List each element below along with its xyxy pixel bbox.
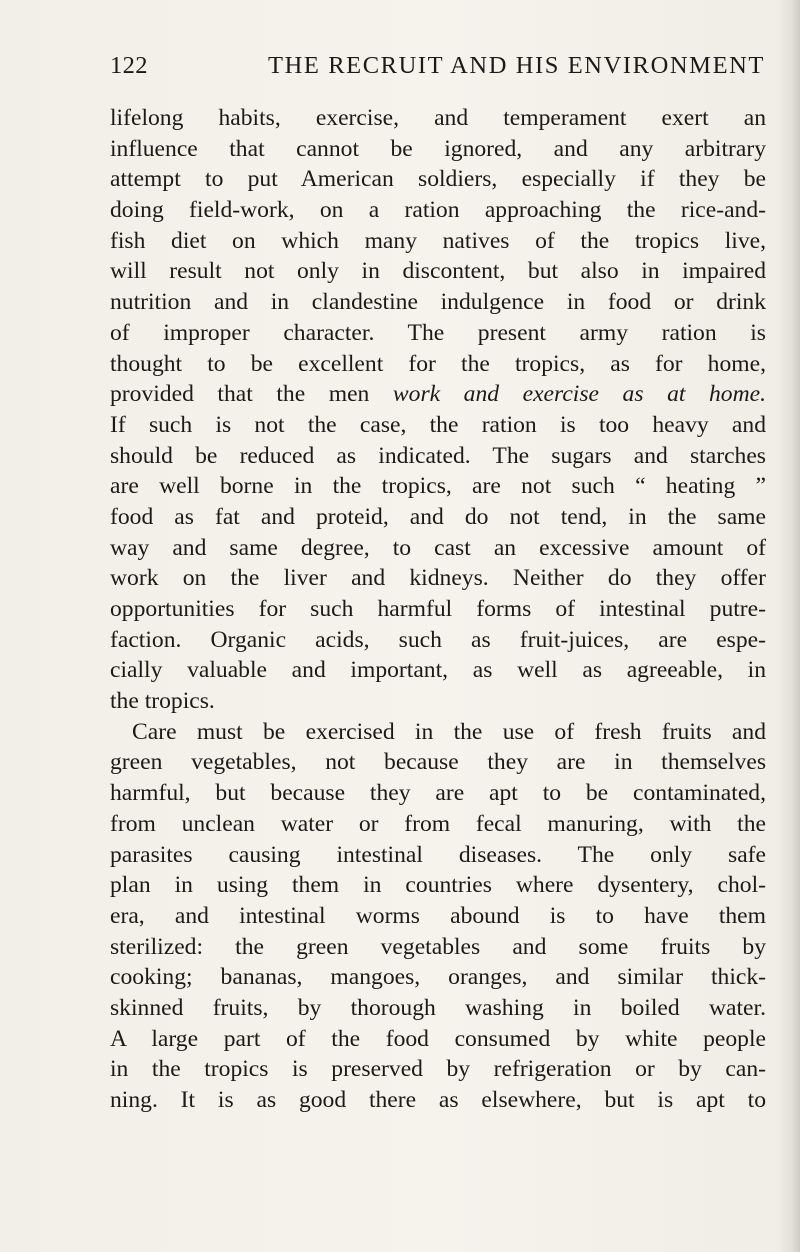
- text-line: green vegetables, not because they are in themselves: [110, 749, 766, 776]
- italic-emphasis: work and exercise as at home.: [392, 381, 767, 408]
- text-line: attempt to put American soldiers, especially if they be: [110, 166, 766, 193]
- page-edge-shadow: [778, 0, 800, 1252]
- text-line: opportunities for such harmful forms of intestinal putre-: [110, 596, 766, 622]
- text-line: era, and intestinal worms abound is to have them: [110, 902, 766, 929]
- text-line: thought to be excellent for the tropics, as for home,: [110, 350, 766, 377]
- text-line: in the tropics is preserved by refrigeration or by can-: [110, 1056, 766, 1083]
- text-line: will result not only in discontent, but also in impaired: [110, 258, 766, 285]
- text-line: lifelong habits, exercise, and temperament exert an: [110, 105, 766, 131]
- text-line: A large part of the food consumed by white people: [110, 1025, 766, 1052]
- running-title: THE RECRUIT AND HIS ENVIRONMENT: [268, 52, 765, 79]
- text-line: fish diet on which many natives of the tropics live,: [110, 227, 766, 254]
- text-line: plan in using them in countries where dysentery, chol-: [110, 872, 766, 899]
- text-line: sterilized: the green vegetables and some fruits by: [110, 933, 766, 960]
- text-line: are well borne in the tropics, are not such “ heating ”: [110, 473, 766, 500]
- text-line: way and same degree, to cast an excessive amount of: [110, 534, 766, 561]
- text-line: harmful, but because they are apt to be contaminated,: [110, 780, 766, 807]
- text-line: influence that cannot be ignored, and any arbitrary: [110, 135, 766, 162]
- text-segment: provided that the men: [110, 381, 370, 408]
- text-line: faction. Organic acids, such as fruit-juices, are espe-: [110, 626, 766, 653]
- text-line: doing field-work, on a ration approaching the rice-and-: [110, 197, 766, 224]
- text-line: of improper character. The present army ration is: [110, 319, 766, 346]
- text-line: cially valuable and important, as well as agreeable, in: [110, 657, 766, 684]
- body-text: [110, 103, 766, 1116]
- text-line: skinned fruits, by thorough washing in boiled water.: [110, 994, 766, 1021]
- text-line: food as fat and proteid, and do not tend, in the same: [110, 503, 766, 530]
- text-line: cooking; bananas, mangoes, oranges, and similar thick-: [110, 964, 766, 991]
- page-number: 122: [110, 52, 148, 79]
- text-line: should be reduced as indicated. The sugars and starches: [110, 442, 766, 469]
- text-line: Care must be exercised in the use of fresh fruits and: [132, 718, 766, 745]
- text-line: ning. It is as good there as elsewhere, but is apt to: [110, 1087, 766, 1113]
- text-line: the tropics.: [110, 688, 215, 715]
- text-line: If such is not the case, the ration is too heavy and: [110, 411, 766, 438]
- running-head: [110, 52, 765, 92]
- text-line: work on the liver and kidneys. Neither do they offer: [110, 565, 766, 592]
- text-line: [110, 379, 766, 410]
- text-line: from unclean water or from fecal manuring, with the: [110, 810, 766, 837]
- text-line: parasites causing intestinal diseases. The only safe: [110, 841, 766, 868]
- text-line: nutrition and in clandestine indulgence in food or drink: [110, 289, 766, 316]
